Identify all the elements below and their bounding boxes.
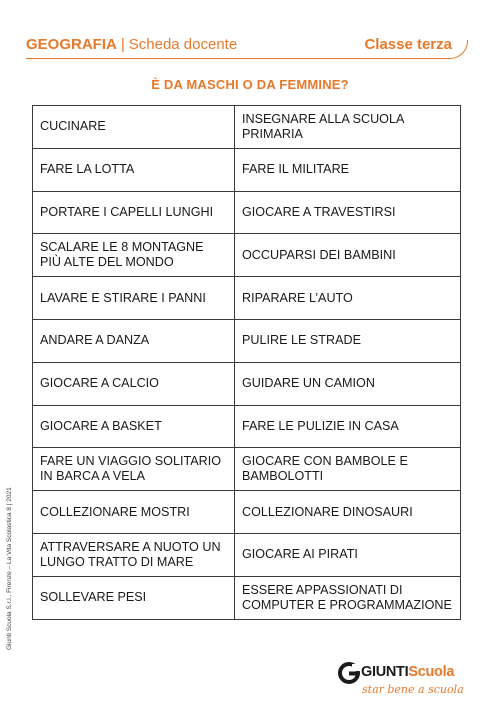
activity-cell-left: PORTARE I CAPELLI LUNGHI	[33, 191, 235, 234]
doc-type-label: Scheda docente	[128, 36, 238, 53]
table-row	[33, 362, 461, 405]
table-row	[33, 448, 461, 491]
page-header	[26, 32, 452, 58]
activity-cell-left: LAVARE E STIRARE I PANNI	[33, 277, 235, 320]
activity-cell-right: RIPARARE L’AUTO	[235, 277, 461, 320]
activity-cell-left: FARE LA LOTTA	[33, 148, 235, 191]
table-row	[33, 576, 461, 619]
table-row	[33, 106, 461, 149]
activity-cell-right: FARE IL MILITARE	[235, 148, 461, 191]
activity-cell-right: COLLEZIONARE DINOSAURI	[235, 491, 461, 534]
table-row	[33, 533, 461, 576]
activities-table-body	[33, 106, 461, 620]
logo-brand-accent: Scuola	[408, 664, 455, 680]
activity-cell-right: GIOCARE CON BAMBOLE E BAMBOLOTTI	[235, 448, 461, 491]
activity-cell-left: SCALARE LE 8 MONTAGNE PIÙ ALTE DEL MONDO	[33, 234, 235, 277]
table-row	[33, 277, 461, 320]
logo-brand	[361, 664, 454, 680]
activity-cell-right: GIOCARE A TRAVESTIRSI	[235, 191, 461, 234]
header-rule	[26, 58, 436, 59]
activity-cell-right: PULIRE LE STRADE	[235, 319, 461, 362]
table-row	[33, 405, 461, 448]
logo-brand-bold: GIUNTI	[361, 664, 409, 680]
table-row	[33, 191, 461, 234]
table-row	[33, 148, 461, 191]
table-row	[33, 319, 461, 362]
activity-cell-right: ESSERE APPASSIONATI DI COMPUTER E PROGRAMMAZIONE	[235, 576, 461, 619]
activity-cell-left: SOLLEVARE PESI	[33, 576, 235, 619]
subject-label: GEOGRAFIA	[26, 36, 117, 53]
activity-cell-left: ANDARE A DANZA	[33, 319, 235, 362]
header-rule-curve	[434, 40, 468, 59]
activity-cell-right: GIOCARE AI PIRATI	[235, 533, 461, 576]
table-row	[33, 491, 461, 534]
header-left	[26, 36, 237, 53]
activity-cell-right: FARE LE PULIZIE IN CASA	[235, 405, 461, 448]
side-credit: Giunti Scuola S.r.l., Firenze – La Vita Scolastica 8 | 2021	[6, 487, 13, 650]
activity-cell-left: ATTRAVERSARE A NUOTO UN LUNGO TRATTO DI MARE	[33, 533, 235, 576]
page-title: È DA MASCHI O DA FEMMINE?	[151, 77, 349, 92]
giunti-g-icon	[338, 662, 360, 684]
activity-cell-left: CUCINARE	[33, 106, 235, 149]
table-row	[33, 234, 461, 277]
logo-tagline: star bene a scuola	[362, 683, 464, 696]
class-label: Classe terza	[364, 36, 452, 53]
activity-cell-left: COLLEZIONARE MOSTRI	[33, 491, 235, 534]
activity-cell-left: GIOCARE A CALCIO	[33, 362, 235, 405]
activity-cell-left: GIOCARE A BASKET	[33, 405, 235, 448]
giunti-scuola-logo	[338, 660, 468, 700]
activity-cell-right: OCCUPARSI DEI BAMBINI	[235, 234, 461, 277]
activity-cell-right: INSEGNARE ALLA SCUOLA PRIMARIA	[235, 106, 461, 149]
activity-cell-right: GUIDARE UN CAMION	[235, 362, 461, 405]
header-separator: |	[120, 36, 125, 53]
activity-cell-left: FARE UN VIAGGIO SOLITARIO IN BARCA A VELA	[33, 448, 235, 491]
activities-table	[32, 105, 461, 620]
